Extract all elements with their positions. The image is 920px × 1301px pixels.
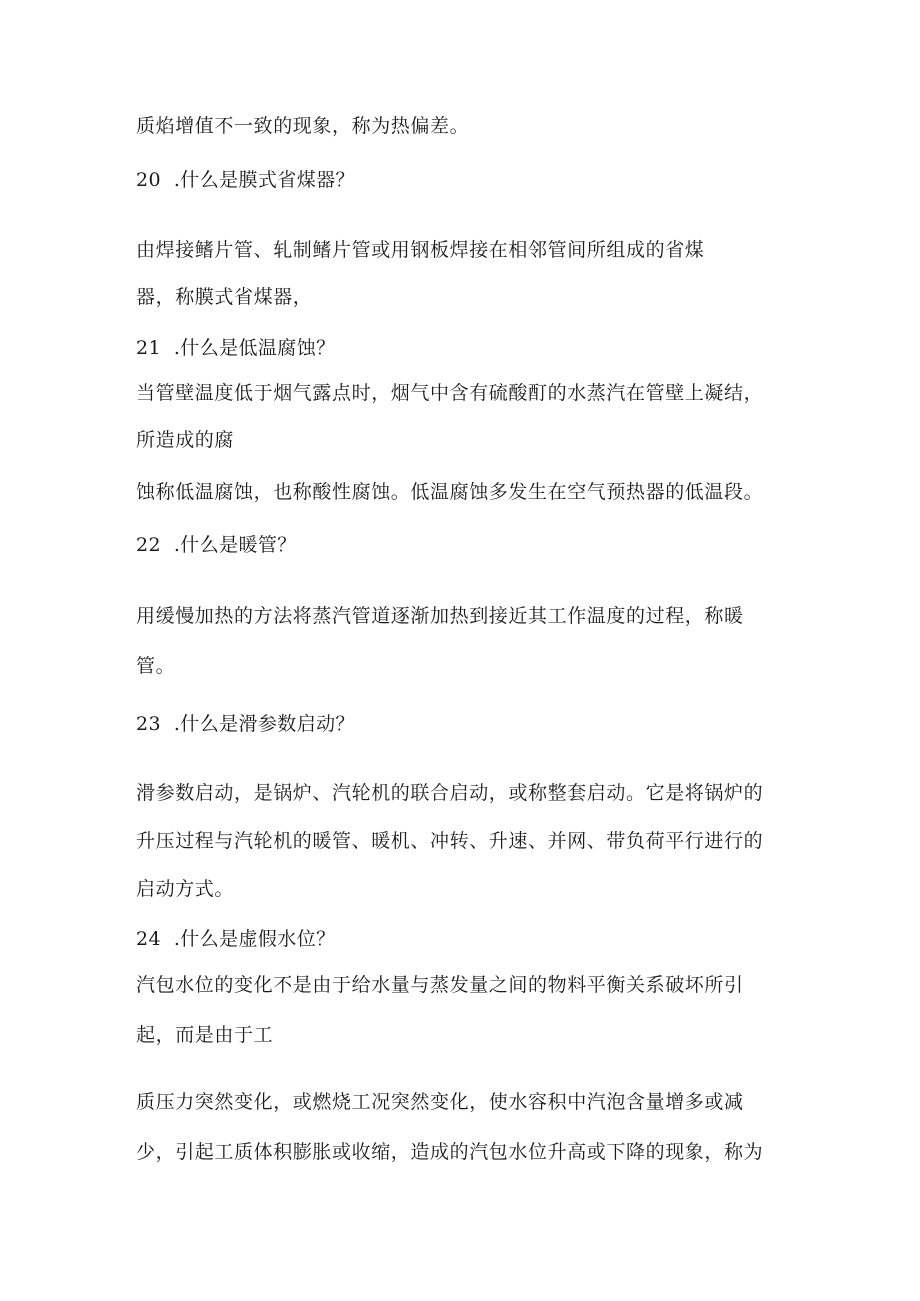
question-21-heading: 21 .什么是低温腐蚀？ [136,337,336,359]
paragraph-line: 器，称膜式省煤器， [136,286,313,308]
paragraph-line: 汽包水位的变化不是由于给水量与蒸发量之间的物料平衡关系破坏所引 [136,974,744,996]
paragraph-line: 用缓慢加热的方法将蒸汽管道逐渐加热到接近其工作温度的过程，称暖 [136,605,744,627]
paragraph-line: 启动方式。 [136,878,235,900]
question-23-heading: 23 .什么是滑参数启动？ [136,713,355,735]
paragraph-line: 升压过程与汽轮机的暖管、暖机、冲转、升速、并网、带负荷平行进行的 [136,830,764,852]
paragraph-line: 滑参数启动，是锅炉、汽轮机的联合启动，或称整套启动。它是将锅炉的 [136,782,764,804]
paragraph-line: 蚀称低温腐蚀，也称酸性腐蚀。低温腐蚀多发生在空气预热器的低温段。 [136,481,764,503]
question-20-heading: 20 .什么是膜式省煤器？ [136,169,355,191]
paragraph-line: 所造成的腐 [136,429,235,451]
paragraph-line: 由焊接鳍片管、轧制鳍片管或用钢板焊接在相邻管间所组成的省煤 [136,239,705,261]
paragraph-line: 质焰增值不一致的现象，称为热偏差。 [136,115,470,137]
paragraph-line: 质压力突然变化，或燃烧工况突然变化，使水容积中汽泡含量增多或减 [136,1091,744,1113]
paragraph-line: 当管壁温度低于烟气露点时，烟气中含有硫酸酊的水蒸汽在管壁上凝结， [136,382,764,404]
paragraph-line: 少，引起工质体积膨胀或收缩，造成的汽包水位升高或下降的现象，称为 [136,1141,764,1163]
question-22-heading: 22 .什么是暖管？ [136,534,297,556]
paragraph-line: 起，而是由于工 [136,1024,274,1046]
paragraph-line: 管。 [136,655,176,677]
question-24-heading: 24 .什么是虚假水位？ [136,928,336,950]
